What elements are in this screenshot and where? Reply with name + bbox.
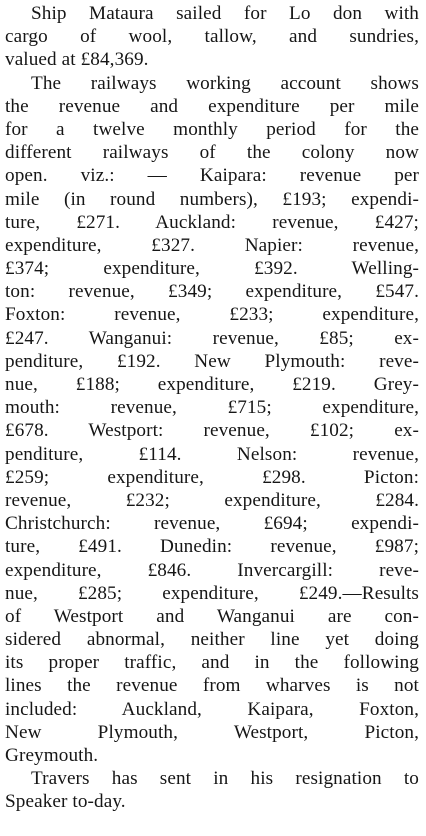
text-line: cargo of wool, tallow, and sundries,: [5, 26, 419, 48]
text-line: its proper traffic, and in the following: [5, 652, 419, 674]
text-line: the revenue and expenditure per mile: [5, 95, 419, 117]
paragraph-shipping: [5, 2, 419, 72]
text-line: £678. Westport: revenue, £102; ex-: [5, 420, 419, 442]
text-line: penditure, £114. Nelson: revenue,: [5, 443, 419, 465]
text-line: Christchurch: revenue, £694; expendi-: [5, 513, 419, 535]
text-line: open. viz.: — Kaipara: revenue per: [5, 165, 419, 187]
text-line: valued at £84,369.: [5, 49, 149, 71]
text-line: for a twelve monthly period for the: [5, 118, 419, 140]
text-line: revenue, £232; expenditure, £284.: [5, 489, 419, 511]
text-line: nue, £188; expenditure, £219. Grey-: [5, 374, 419, 395]
text-line: Foxton: revenue, £233; expenditure,: [5, 304, 419, 326]
text-line: mile (in round numbers), £193; expendi-: [5, 188, 419, 210]
text-line: Greymouth.: [5, 745, 99, 766]
text-line: Travers has sent in his resignation to: [31, 768, 419, 790]
text-line: £374; expenditure, £392. Welling-: [5, 258, 419, 280]
text-line: £247. Wanganui: revenue, £85; ex-: [5, 327, 419, 349]
text-line: expenditure, £327. Napier: revenue,: [5, 234, 419, 256]
paragraph-railways: [5, 72, 419, 768]
text-line: ture, £491. Dunedin: revenue, £987;: [5, 536, 419, 558]
text-line: expenditure, £846. Invercargill: reve-: [5, 559, 419, 581]
text-line: mouth: revenue, £715; expenditure,: [5, 397, 419, 419]
text-line: of Westport and Wanganui are con-: [5, 605, 419, 627]
text-line: £259; expenditure, £298. Picton:: [5, 466, 419, 488]
text-line: ton: revenue, £349; expenditure, £547.: [5, 281, 419, 303]
text-line: Speaker to-day.: [5, 791, 126, 813]
text-line: nue, £285; expenditure, £249.—Results: [5, 582, 419, 604]
text-line: ture, £271. Auckland: revenue, £427;: [5, 211, 419, 233]
text-line: lines the revenue from wharves is not: [5, 675, 419, 697]
paragraph-resignation: [5, 767, 419, 813]
text-line: New Plymouth, Westport, Picton,: [5, 721, 419, 743]
text-line: The railways working account shows: [31, 72, 419, 94]
text-line: included: Auckland, Kaipara, Foxton,: [5, 698, 419, 720]
text-line: different railways of the colony now: [5, 142, 419, 164]
news-column: [5, 2, 419, 814]
text-line: Ship Mataura sailed for Lo don with: [31, 3, 419, 24]
text-line: penditure, £192. New Plymouth: reve-: [5, 350, 419, 372]
text-line: sidered abnormal, neither line yet doing: [5, 629, 419, 651]
